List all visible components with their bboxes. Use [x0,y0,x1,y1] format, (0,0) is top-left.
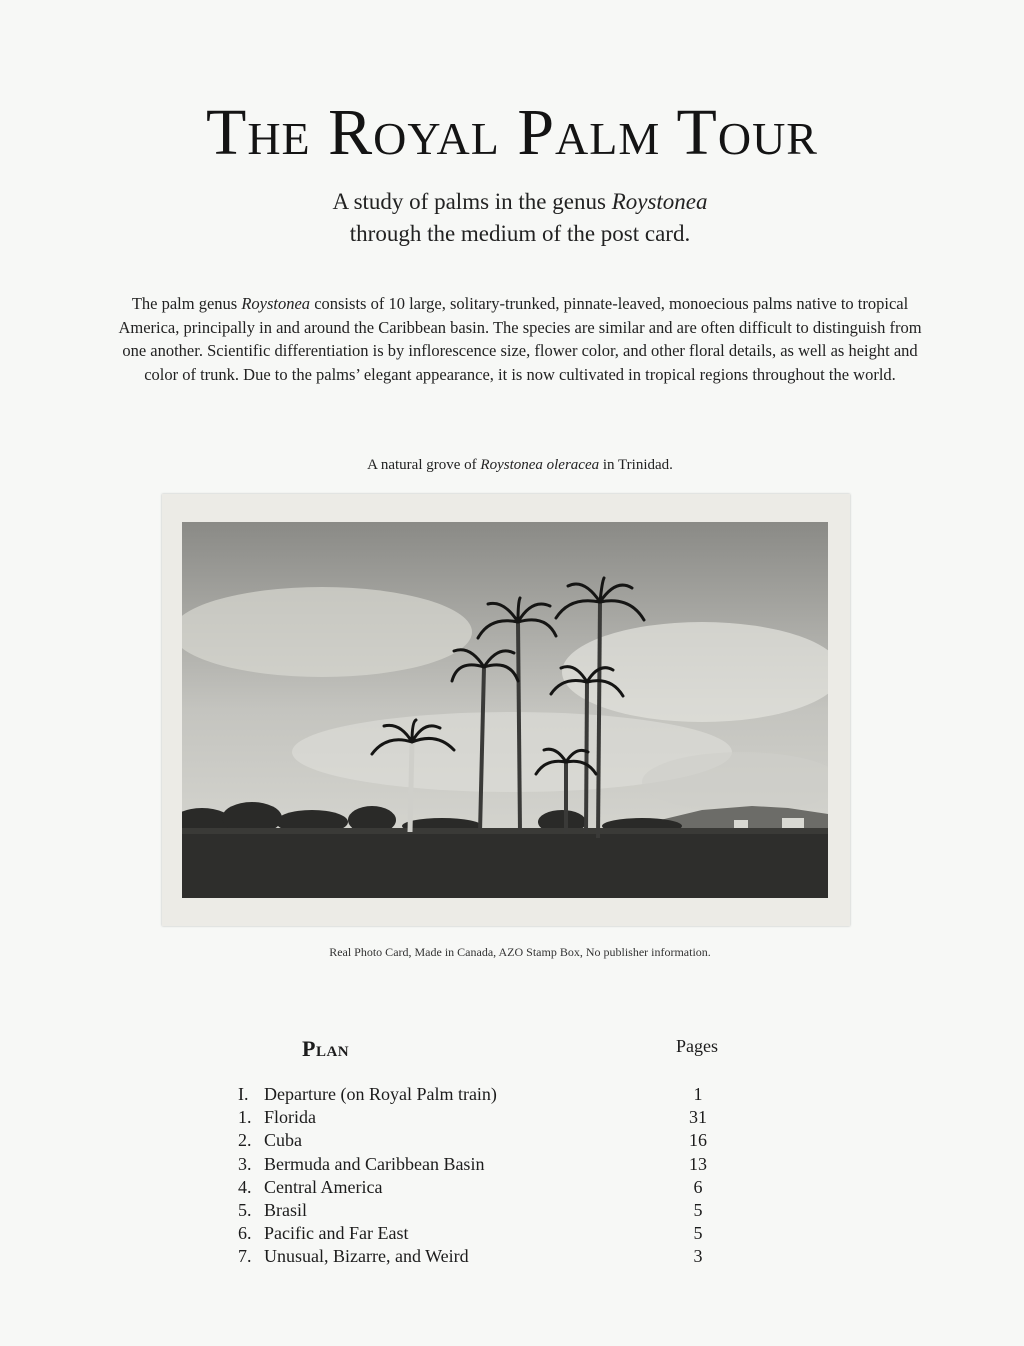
plan-item-pages: 3 [693,1246,703,1267]
plan-item-number: 4. [238,1176,252,1197]
photo-caption [0,457,1024,474]
caption-prefix: A natural grove of [367,457,481,473]
plan-item-pages: 1 [693,1084,703,1104]
subtitle-line-1 [0,186,1024,218]
intro-genus: Roystonea [241,294,311,313]
plan-item-number: 5. [238,1199,252,1220]
plan-item-number: 6. [238,1223,252,1244]
subtitle-line-2: through the medium of the post card. [349,221,691,246]
intro-lead: The palm genus [131,294,242,313]
plan-item-label: Central America [264,1176,383,1197]
plan-item-number: I. [238,1084,249,1104]
intro-paragraph [110,292,930,386]
plan-item-brasil [238,1199,738,1222]
plan-item-pages: 13 [689,1153,707,1174]
plan-item-label: Bermuda and Caribbean Basin [264,1153,485,1174]
postcard-photo [162,494,850,926]
photo-credit: Real Photo Card, Made in Canada, AZO Stamp Box, No publisher information. [329,945,711,959]
plan-item-number: 1. [238,1107,252,1128]
caption-species: Roystonea oleracea [480,457,600,473]
plan-item-unusual [238,1245,738,1268]
plan-item-departure [238,1083,738,1106]
plan-heading: Plan [302,1036,350,1061]
plan-item-bermuda [238,1153,738,1176]
caption-suffix: in Trinidad. [599,457,673,473]
subtitle [0,186,1024,250]
plan-item-cuba [238,1129,738,1152]
plan-item-label: Pacific and Far East [264,1223,409,1244]
plan-item-number: 3. [238,1153,252,1174]
palm-grove-image [182,522,828,898]
plan-item-number: 2. [238,1130,252,1151]
plan-item-label: Departure (on Royal Palm train) [264,1084,497,1104]
pages-heading: Pages [676,1036,718,1056]
plan-item-label: Brasil [264,1199,307,1220]
subtitle-genus: Roystonea [611,189,708,214]
plan-item-pages: 6 [693,1176,703,1197]
subtitle-prefix: A study of palms in the genus [332,189,612,214]
plan-item-label: Florida [264,1107,316,1128]
plan-item-pages: 16 [689,1130,707,1151]
plan-item-pacific [238,1222,738,1245]
plan-item-label: Unusual, Bizarre, and Weird [264,1246,469,1267]
intro-body: consists of 10 large, solitary-trunked, pinnate-leaved, monoecious palms native to tropical America, principally in and around the Caribbean basin. The species are similar and are often difficult to distinguish from one another. Scientific differentiation is by inflorescence size, flower color, and other floral details, as well as height and color of trunk. Due to the palms’ elegant appearance, it is now cultivated in tropical regions throughout the world. [118,294,922,384]
plan-item-pages: 31 [689,1107,707,1128]
plan-item-label: Cuba [264,1130,302,1151]
plan-item-number: 7. [238,1246,252,1267]
plan-item-florida [238,1106,738,1129]
plan-item-pages: 5 [693,1223,703,1244]
plan-list [238,1083,738,1269]
plan-item-central-america [238,1176,738,1199]
page-title: The Royal Palm Tour [206,96,818,169]
plan-item-pages: 5 [693,1199,703,1220]
